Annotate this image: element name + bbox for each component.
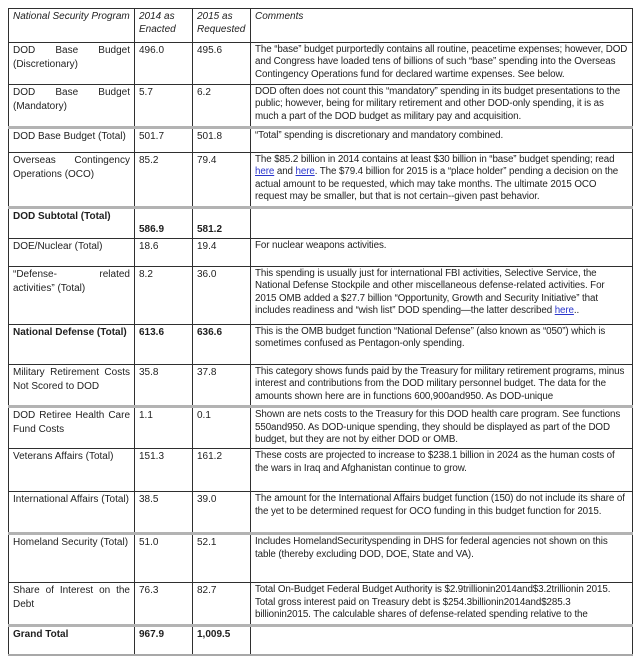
program-cell: Overseas Contingency Operations (OCO) (9, 153, 135, 208)
comment-cell: The $85.2 billion in 2014 contains at least $30 billion in “base” budget spending; read here and here. The $79.4 billion for 2015 is a “place holder” pending a decision on the actual amount to be requested, which may take months. The ultimate 2015 OCO request may be smaller, but that is not certain--given past behavior. (251, 153, 633, 208)
program-cell: DOD Base Budget (Total) (9, 128, 135, 153)
value-2015-cell: 79.4 (193, 153, 251, 208)
program-cell: DOD Retiree Health Care Fund Costs (9, 407, 135, 449)
comment-cell (251, 208, 633, 239)
value-2014-cell: 85.2 (135, 153, 193, 208)
program-cell: DOD Base Budget (Discretionary) (9, 43, 135, 85)
value-2014-cell: 35.8 (135, 365, 193, 407)
value-2015-cell: 0.1 (193, 407, 251, 449)
comment-cell (251, 625, 633, 655)
value-2014-cell: 501.7 (135, 128, 193, 153)
table-body (9, 43, 633, 655)
table-row (9, 583, 633, 625)
program-cell: Veterans Affairs (Total) (9, 449, 135, 492)
program-cell: International Affairs (Total) (9, 492, 135, 534)
here-link[interactable]: here (255, 166, 275, 178)
table-row (9, 625, 633, 655)
comment-cell: This category shows funds paid by the Treasury for military retirement programs, minus interest and contributions from the DOD military personnel budget. The data for the amounts shown here are in functions 600,900and950. As DOD-unique (251, 365, 633, 407)
program-cell: “Defense- related activities” (Total) (9, 267, 135, 325)
table-row (9, 407, 633, 449)
here-link[interactable]: here (554, 305, 574, 317)
value-2015-cell: 19.4 (193, 239, 251, 267)
table-row (9, 43, 633, 85)
program-cell: DOD Subtotal (Total) (9, 208, 135, 239)
program-cell: Grand Total (9, 625, 135, 655)
table-row (9, 492, 633, 534)
value-2015-cell: 6.2 (193, 85, 251, 128)
comment-cell: These costs are projected to increase to $238.1 billion in 2024 as the human costs of the wars in Iraq and Afghanistan continue to grow. (251, 449, 633, 492)
value-2014-cell: 5.7 (135, 85, 193, 128)
comment-cell: DOD often does not count this “mandatory” spending in its budget presentations to the public; however, being for military retirement and other DOD-only spending, it is as much a part of the DOD budget as military pay and acquisition. (251, 85, 633, 128)
table-row (9, 239, 633, 267)
table-row (9, 208, 633, 239)
comment-cell: Shown are nets costs to the Treasury for this DOD health care program. See functions 550and950. As DOD-unique spending, they should be displayed as part of the DOD budget, but they are not by either DOD or OMB. (251, 407, 633, 449)
here-link[interactable]: here (295, 166, 315, 178)
value-2015-cell: 39.0 (193, 492, 251, 534)
table-row (9, 449, 633, 492)
col-header-2014: 2014 as Enacted (135, 9, 193, 43)
col-header-program: National Security Program (9, 9, 135, 43)
program-cell: Military Retirement Costs Not Scored to DOD (9, 365, 135, 407)
table-row (9, 325, 633, 365)
table-row (9, 534, 633, 583)
value-2014-cell: 38.5 (135, 492, 193, 534)
col-header-comments: Comments (251, 9, 633, 43)
value-2014-cell: 76.3 (135, 583, 193, 625)
value-2014-cell: 18.6 (135, 239, 193, 267)
value-2014-cell: 8.2 (135, 267, 193, 325)
comment-cell: This is the OMB budget function “National Defense” (also known as “050”) which is sometimes confused as Pentagon-only spending. (251, 325, 633, 365)
value-2014-cell: 967.9 (135, 625, 193, 655)
comment-cell: Total On-Budget Federal Budget Authority is $2.9trillionin2014and$3.2trillionin 2015. Total gross interest paid on Treasury debt is $254.3billionin2014and$285.3 billionin2015. The calculable shares of defense-related spending relative to the (251, 583, 633, 625)
comment-cell: The amount for the International Affairs budget function (150) do not include its share of the yet to be determined request for OCO funding in this budget function for 2015. (251, 492, 633, 534)
program-cell: DOD Base Budget (Mandatory) (9, 85, 135, 128)
value-2015-cell: 636.6 (193, 325, 251, 365)
value-2014-cell: 613.6 (135, 325, 193, 365)
comment-cell: “Total” spending is discretionary and mandatory combined. (251, 128, 633, 153)
comment-cell: Includes HomelandSecurityspending in DHS for federal agencies not shown on this table (thereby excluding DOD, DOE, State and VA). (251, 534, 633, 583)
col-header-2015: 2015 as Requested (193, 9, 251, 43)
value-2015-cell: 581.2 (193, 208, 251, 239)
program-cell: National Defense (Total) (9, 325, 135, 365)
program-cell: DOE/Nuclear (Total) (9, 239, 135, 267)
value-2015-cell: 1,009.5 (193, 625, 251, 655)
value-2015-cell: 82.7 (193, 583, 251, 625)
value-2014-cell: 1.1 (135, 407, 193, 449)
table-row (9, 128, 633, 153)
table-row (9, 153, 633, 208)
value-2015-cell: 52.1 (193, 534, 251, 583)
value-2015-cell: 501.8 (193, 128, 251, 153)
table-row (9, 85, 633, 128)
comment-cell: The “base” budget purportedly contains all routine, peacetime expenses; however, DOD and Congress have loaded tens of billions of such “base” spending into the Overseas Contingency Operations fund for declared wartime expenses. See below. (251, 43, 633, 85)
table-row (9, 267, 633, 325)
value-2015-cell: 161.2 (193, 449, 251, 492)
comment-cell: For nuclear weapons activities. (251, 239, 633, 267)
value-2015-cell: 37.8 (193, 365, 251, 407)
value-2014-cell: 496.0 (135, 43, 193, 85)
value-2015-cell: 495.6 (193, 43, 251, 85)
table-row (9, 365, 633, 407)
value-2014-cell: 586.9 (135, 208, 193, 239)
value-2014-cell: 51.0 (135, 534, 193, 583)
program-cell: Homeland Security (Total) (9, 534, 135, 583)
value-2015-cell: 36.0 (193, 267, 251, 325)
program-cell: Share of Interest on the Debt (9, 583, 135, 625)
value-2014-cell: 151.3 (135, 449, 193, 492)
comment-cell: This spending is usually just for international FBI activities, Selective Service, the National Defense Stockpile and other miscellaneous defense-related activities. For 2015 OMB added a $27.7 billion “Opportunity, Growth and Security Initiative” that includes readiness and “wish list” DOD spending—the latter described here.. (251, 267, 633, 325)
national-security-budget-table (8, 8, 633, 656)
header-row (9, 9, 633, 43)
